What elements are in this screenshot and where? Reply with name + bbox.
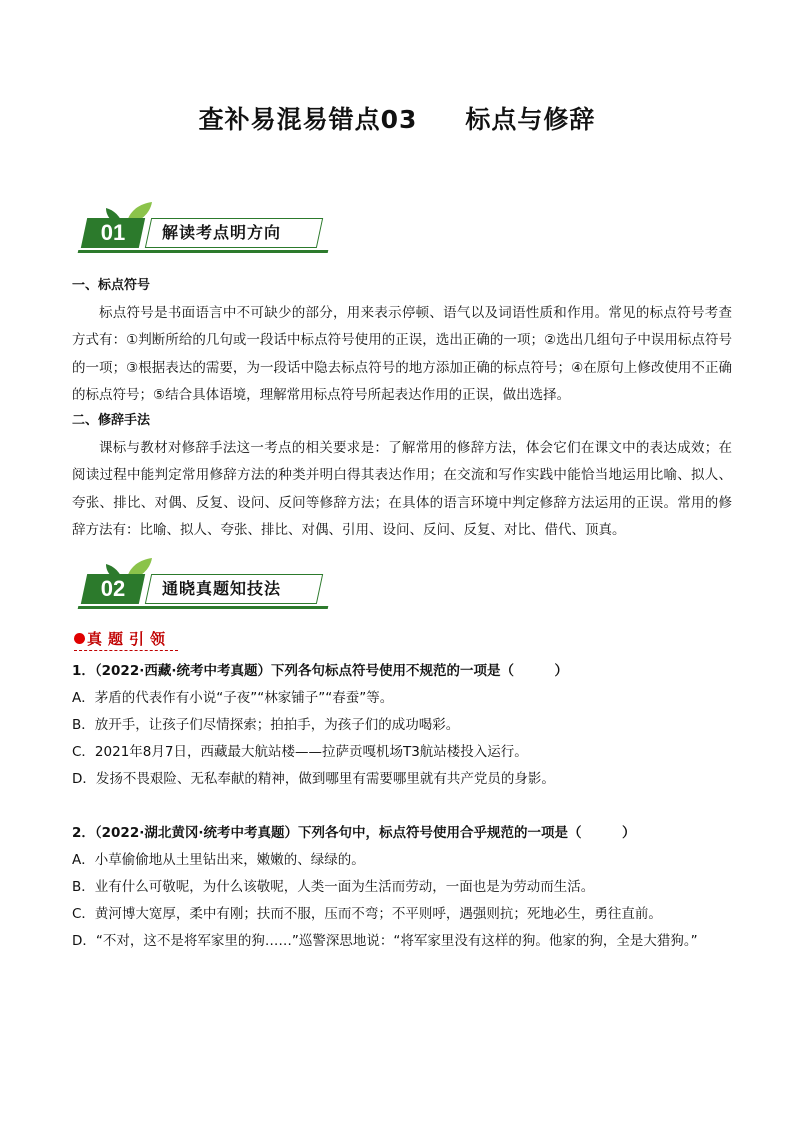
option-a: A．茅盾的代表作有小说“子夜”“林家铺子”“春蚕”等。 — [72, 690, 394, 706]
option-b: B．业有什么可敬呢，为什么该敬呢，人类一面为生活而劳动，一面也是为劳动而生活。 — [72, 879, 595, 895]
title-right: 标点与修辞 — [465, 105, 596, 134]
option-c: C．黄河博大宽厚，柔中有刚；扶而不服，压而不弯；不平则呼，遇强则抗；死地必生，勇往直前。 — [72, 906, 662, 922]
section-title: 通晓真题知技法 — [162, 579, 282, 598]
option-d: D．“不对，这不是将军家里的狗……”巡警深思地说：“将军家里没有这样的狗。他家的狗，全是大猎狗。” — [72, 933, 698, 949]
section-header-02 — [78, 554, 338, 612]
question-stem: 2．（2022·湖北黄冈·统考中考真题）下列各句中，标点符号使用合乎规范的一项是（ ） — [72, 825, 636, 841]
question-1 — [72, 658, 732, 793]
option-b: B．放开手，让孩子们尽情探索；拍拍手，为孩子们的成功喝彩。 — [72, 717, 460, 733]
title-left: 查补易混易错点03 — [198, 105, 418, 134]
real-exam-label: 真题引领 — [74, 628, 171, 649]
section-number: 02 — [100, 576, 126, 601]
option-a: A．小草偷偷地从土里钻出来，嫩嫩的、绿绿的。 — [72, 852, 365, 868]
question-2 — [72, 820, 732, 955]
part-heading: 一、标点符号 — [72, 278, 151, 293]
section-header-01 — [78, 198, 338, 256]
page-title — [0, 100, 794, 136]
part-rhetoric — [72, 407, 732, 545]
option-c: C．2021年8月7日，西藏最大航站楼——拉萨贡嘎机场T3航站楼投入运行。 — [72, 744, 528, 760]
option-d: D．发扬不畏艰险、无私奉献的精神，做到哪里有需要哪里就有共产党员的身影。 — [72, 771, 555, 787]
section-title: 解读考点明方向 — [162, 223, 282, 242]
part-heading: 二、修辞手法 — [72, 413, 151, 428]
part-text: 课标与教材对修辞手法这一考点的相关要求是：了解常用的修辞方法，体会它们在课文中的表达成效；在阅读过程中能判定常用修辞方法的种类并明白得其表达作用；在交流和写作实践中能恰当地运用比喻、拟人、夸张、排比、对偶、反复、设问、反问等修辞方法；在具体的语言环境中判定修辞方法运用的正误。常用的修辞方法有：比喻、拟人、夸张、排比、对偶、引用、设问、反问、反复、对比、借代、顶真。 — [72, 439, 732, 538]
section-number: 01 — [100, 220, 126, 245]
part-punctuation — [72, 272, 732, 410]
red-dot-icon — [74, 633, 85, 644]
part-text: 标点符号是书面语言中不可缺少的部分，用来表示停顿、语气以及词语性质和作用。常见的标点符号考查方式有：①判断所给的几句或一段话中标点符号使用的正误，选出正确的一项；②选出几组句子中误用标点符号的一项；③根据表达的需要，为一段话中隐去标点符号的地方添加正确的标点符号；④在原句上修改使用不正确的标点符号；⑤结合具体语境，理解常用标点符号所起表达作用的正误，做出选择。 — [72, 304, 732, 403]
question-stem: 1．（2022·西藏·统考中考真题）下列各句标点符号使用不规范的一项是（ ） — [72, 663, 568, 679]
